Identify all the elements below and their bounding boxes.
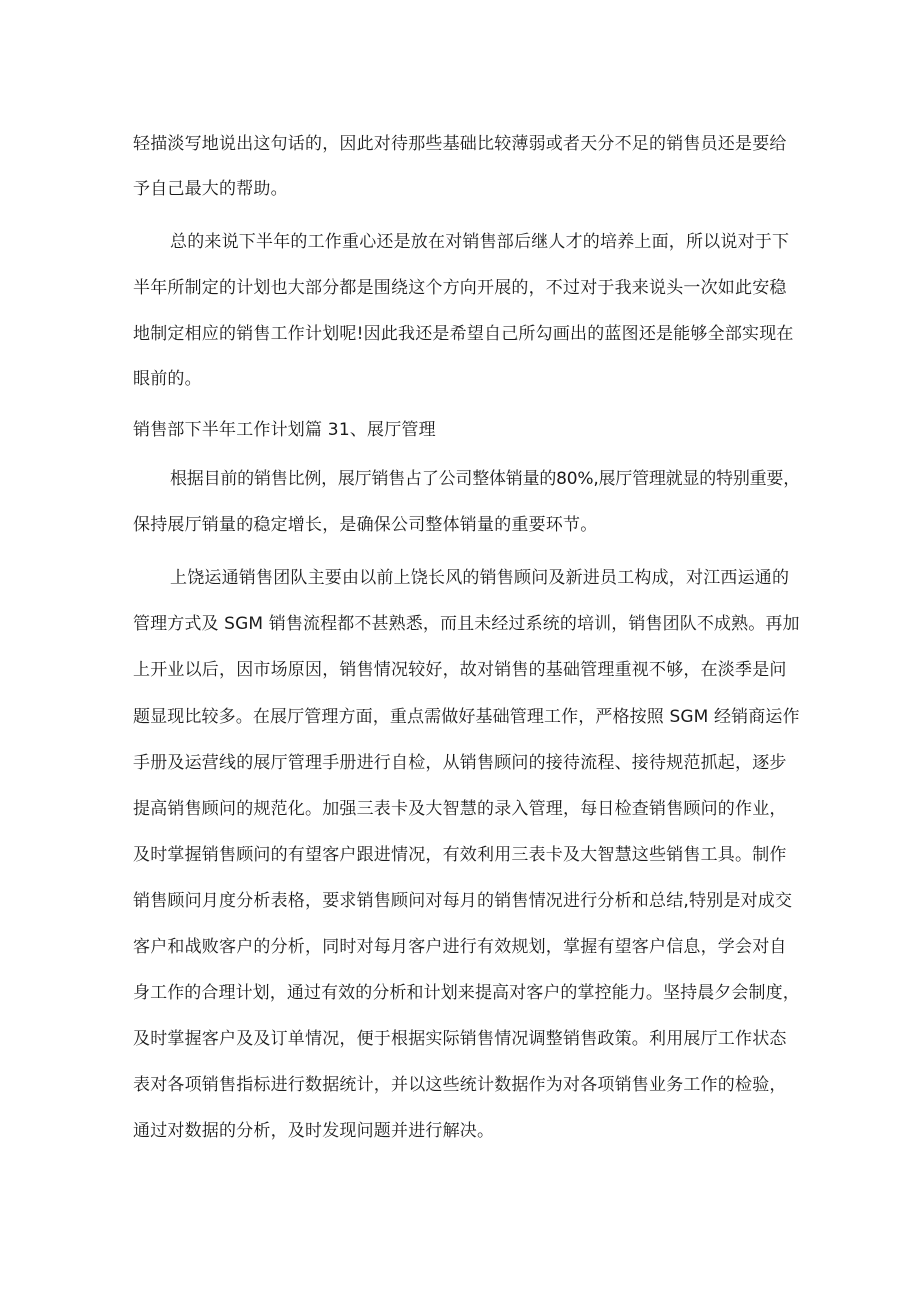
paragraph-line: 保持展厅销量的稳定增长，是确保公司整体销量的重要环节。: [133, 515, 598, 535]
paragraph-line: 管理方式及 SGM 销售流程都不甚熟悉，而且未经过系统的培训，销售团队不成熟。再加: [133, 614, 800, 634]
paragraph-line: 提高销售顾问的规范化。加强三表卡及大智慧的录入管理，每日检查销售顾问的作业，: [133, 799, 787, 819]
paragraph-line: 及时掌握客户及及订单情况，便于根据实际销售情况调整销售政策。利用展厅工作状态: [133, 1029, 787, 1049]
paragraph-line: 眼前的。: [133, 369, 202, 389]
section-heading: 销售部下半年工作计划篇 31、展厅管理: [133, 420, 436, 440]
paragraph-line: 轻描淡写地说出这句话的，因此对待那些基础比较薄弱或者天分不足的销售员还是要给: [133, 134, 787, 154]
paragraph-line: 题显现比较多。在展厅管理方面，重点需做好基础管理工作，严格按照 SGM 经销商运作: [133, 707, 800, 727]
paragraph-line: 地制定相应的销售工作计划呢!因此我还是希望自己所勾画出的蓝图还是能够全部实现在: [133, 324, 794, 344]
paragraph-line: 销售顾问月度分析表格，要求销售顾问对每月的销售情况进行分析和总结,特别是对成交: [133, 891, 793, 911]
paragraph-line: 手册及运营线的展厅管理手册进行自检，从销售顾问的接待流程、接待规范抓起，逐步: [133, 753, 787, 773]
paragraph-line: 予自己最大的帮助。: [133, 179, 288, 199]
paragraph-line: 总的来说下半年的工作重心还是放在对销售部后继人才的培养上面，所以说对于下: [170, 232, 790, 252]
paragraph-line: 半年所制定的计划也大部分都是围绕这个方向开展的，不过对于我来说头一次如此安稳: [133, 278, 787, 298]
paragraph-line: 表对各项销售指标进行数据统计，并以这些统计数据作为对各项销售业务工作的检验，: [133, 1075, 787, 1095]
paragraph-line: 上开业以后，因市场原因，销售情况较好，故对销售的基础管理重视不够，在淡季是问: [133, 660, 787, 680]
paragraph-line: 及时掌握销售顾问的有望客户跟进情况，有效利用三表卡及大智慧这些销售工具。制作: [133, 845, 787, 865]
paragraph-line: 根据目前的销售比例，展厅销售占了公司整体销量的80%,展厅管理就显的特别重要，: [170, 469, 800, 489]
paragraph-line: 身工作的合理计划，通过有效的分析和计划来提高对客户的掌控能力。坚持晨夕会制度，: [133, 983, 800, 1003]
paragraph-line: 通过对数据的分析，及时发现问题并进行解决。: [133, 1121, 495, 1141]
paragraph-line: 客户和战败客户的分析，同时对每月客户进行有效规划，掌握有望客户信息，学会对自: [133, 937, 787, 957]
paragraph-line: 上饶运通销售团队主要由以前上饶长风的销售顾问及新进员工构成，对江西运通的: [170, 568, 790, 588]
